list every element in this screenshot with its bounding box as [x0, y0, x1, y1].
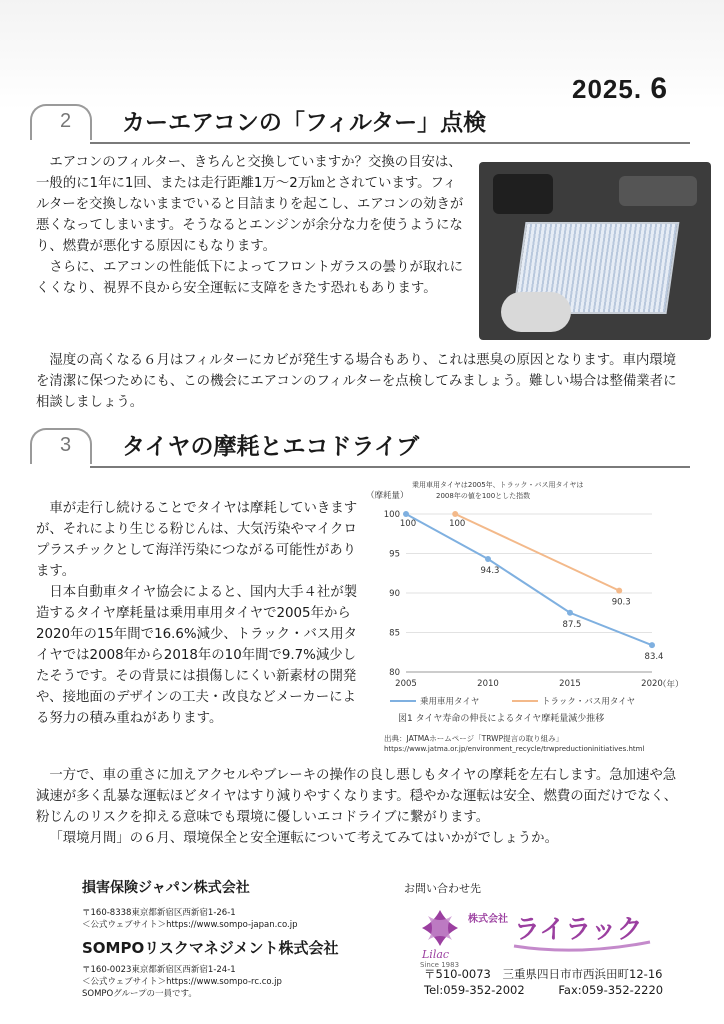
chart-point	[403, 511, 409, 517]
section-3-body-left	[36, 498, 366, 729]
contact-info	[424, 966, 663, 998]
section-3-paragraph: 日本自動車タイヤ協会によると、国内大手４社が製造するタイヤ摩耗量は乗用車用タイヤで2005年から2020年の15年間で16.6%減少、トラック・バス用タイヤでは2008年から2018年の10年間で9.7%減少したそうです。その背景には損傷しにくい新素材の開発や、接地面のデザインの工夫・改良などメーカーによる努力の積み重ねがあります。	[36, 585, 358, 726]
chart-data-label: 87.5	[562, 619, 582, 630]
lilac-logo	[418, 900, 663, 968]
tire-wear-chart-svg	[370, 478, 690, 753]
contact-postal: 〒510-0073	[424, 967, 491, 981]
sponsor-company-1: 損害保険ジャパン株式会社	[82, 880, 250, 896]
hand-shape	[501, 292, 571, 332]
section-divider	[90, 142, 690, 144]
contact-heading: お問い合わせ先	[404, 882, 481, 895]
chart-y-tick: 100	[383, 510, 400, 520]
section-3-paragraph: 車が走行し続けることでタイヤは摩耗していきますが、それにより生じる粉じんは、大気汚染やマイクロプラスチックとして海洋汚染につながる可能性があります。	[36, 501, 358, 579]
chart-source-url: https://www.jatma.or.jp/environment_recycle/trwpreductioninitiatives.html	[384, 745, 645, 753]
sponsor-web-2[interactable]: ＜公式ウェブサイト＞https://www.sompo-rc.co.jp	[82, 977, 282, 987]
sponsor-address-2: 〒160-0023東京都新宿区西新宿1-24-1	[82, 965, 236, 975]
chart-note-2: 2008年の値を100とした指数	[436, 492, 531, 500]
section-3-header	[30, 428, 690, 468]
chart-x-tick: 2015	[559, 679, 581, 689]
issue-date	[572, 72, 668, 106]
chart-note-1: 乗用車用タイヤは2005年、トラック・バス用タイヤは	[412, 481, 584, 489]
chart-caption: 図1 タイヤ寿命の伸長によるタイヤ摩耗量減少推移	[398, 714, 605, 724]
section-3-body-full	[36, 765, 686, 849]
section-2-title: カーエアコンの「フィルター」点検	[122, 110, 487, 136]
logo-since: Since 1983	[420, 961, 460, 968]
chart-y-tick: 85	[389, 628, 400, 639]
section-2-body-top	[36, 152, 468, 299]
chart-x-label: （年）	[658, 680, 684, 690]
vent-shape	[493, 174, 553, 214]
section-2-header	[30, 104, 690, 144]
chart-point	[567, 610, 573, 616]
legend-truck: トラック・バス用タイヤ	[542, 697, 636, 707]
chart-y-tick: 90	[389, 589, 400, 599]
section-divider	[90, 466, 690, 468]
chart-point	[485, 556, 491, 562]
chart-source: 出典：JATMAホームページ「TRWP提言の取り組み」	[384, 734, 564, 743]
logo-name: ライラック	[514, 915, 643, 945]
sponsor-web-1[interactable]: ＜公式ウェブサイト＞https://www.sompo-japan.co.jp	[82, 920, 298, 930]
sponsor-address-1: 〒160-8338東京都新宿区西新宿1-26-1	[82, 908, 236, 918]
chart-data-label: 83.4	[644, 652, 664, 663]
lilac-flower-icon	[422, 910, 458, 946]
tire-wear-chart	[370, 478, 690, 753]
chart-legend	[390, 696, 635, 707]
contact-tel[interactable]: Tel:059-352-2002	[424, 983, 525, 997]
chart-y-tick: 95	[389, 549, 400, 560]
chart-x-tick: 2005	[395, 679, 417, 689]
section-2-paragraph: エアコンのフィルター、きちんと交換していますか？交換の目安は、一般的に1年に1回、または走行距離1万～2万㎞とされています。フィルターを交換しないままでいると目詰まりを起こし、エアコンの効きが悪くなってしまいます。そうなるとエンジンが余分な力を使うようになり、燃費が悪化する原因にもなります。	[36, 155, 464, 254]
section-3-title: タイヤの摩耗とエコドライブ	[122, 434, 420, 460]
contact-fax: Fax:059-352-2220	[558, 983, 664, 997]
sponsor-group: SOMPOグループの一員です。	[82, 989, 197, 999]
chart-data-label: 100	[449, 519, 466, 529]
chart-x-tick: 2010	[477, 679, 499, 689]
chart-marks	[400, 511, 664, 662]
logo-corp: 株式会社	[468, 914, 508, 925]
contact-address: 三重県四日市市西浜田町12-16	[502, 967, 663, 981]
chart-y-label: （摩耗量）	[370, 491, 409, 501]
issue-month: 6	[650, 72, 668, 105]
chart-point	[649, 642, 655, 648]
section-2-number: 2	[60, 110, 72, 132]
panel-shape	[619, 176, 697, 206]
chart-series-line	[455, 514, 619, 591]
lilac-logo-svg	[418, 900, 663, 968]
chart-series-line	[406, 514, 652, 645]
section-3-number: 3	[60, 434, 72, 456]
section-3-paragraph: 一方で、車の重さに加えアクセルやブレーキの操作の良し悪しもタイヤの摩耗を左右します。急加速や急減速が多く乱暴な運転ほどタイヤはすり減りやすくなります。穏やかな運転は安全、燃費の面だけでなく、粉じんのリスクを抑える意味でも環境に優しいエコドライブに繋がります。	[36, 768, 678, 825]
chart-x-tick: 2020	[641, 679, 663, 689]
chart-data-label: 100	[399, 519, 417, 529]
section-2-paragraph: 湿度の高くなる６月はフィルターにカビが発生する場合もあり、これは悪臭の原因となります。車内環境を清潔に保つためにも、この機会にエアコンのフィルターを点検してみましょう。難しい場合は整備業者に相談しましょう。	[36, 353, 677, 410]
chart-data-label: 90.3	[611, 597, 631, 608]
chart-y-tick: 80	[389, 668, 400, 678]
section-2-paragraph: さらに、エアコンの性能低下によってフロントガラスの曇りが取れにくくなり、視界不良から安全運転に支障をきたす恐れもあります。	[36, 260, 464, 296]
chart-point	[452, 511, 458, 517]
chart-point	[616, 588, 622, 594]
logo-script: Lilac	[422, 948, 450, 961]
chart-data-label: 94.3	[480, 566, 500, 577]
sponsor-company-2: SOMPOリスクマネジメント株式会社	[82, 939, 339, 957]
legend-passenger: 乗用車用タイヤ	[420, 697, 480, 707]
section-2-body-bottom	[36, 350, 684, 413]
aircon-filter-photo	[479, 162, 711, 340]
issue-year: 2025.	[572, 74, 643, 104]
section-3-paragraph: 「環境月間」の６月、環境保全と安全運転について考えてみてはいかがでしょうか。	[49, 831, 558, 846]
sponsor-info	[82, 877, 338, 1000]
